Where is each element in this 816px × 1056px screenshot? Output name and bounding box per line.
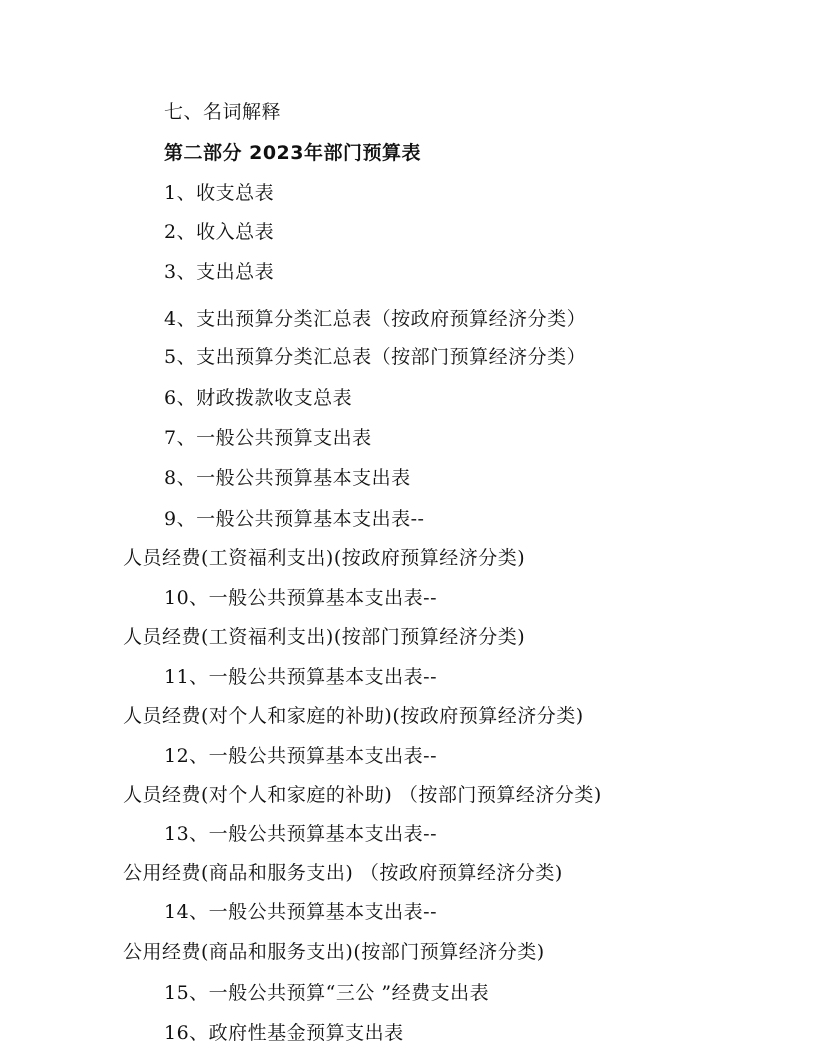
- list-item: 1、收支总表: [164, 182, 275, 204]
- list-item: 15、一般公共预算“三公 ”经费支出表: [164, 982, 490, 1004]
- list-item: 12、一般公共预算基本支出表--: [164, 745, 438, 767]
- section-heading-seven: 七、名词解释: [164, 101, 282, 123]
- list-item: 10、一般公共预算基本支出表--: [164, 587, 438, 609]
- list-item-continuation: 公用经费(商品和服务支出)(按部门预算经济分类): [123, 941, 545, 963]
- list-item: 13、一般公共预算基本支出表--: [164, 823, 438, 845]
- list-item-continuation: 人员经费(工资福利支出)(按部门预算经济分类): [123, 626, 526, 648]
- list-item: 16、政府性基金预算支出表: [164, 1022, 404, 1044]
- list-item: 4、支出预算分类汇总表（按政府预算经济分类）: [164, 308, 587, 330]
- part-two-title: 第二部分 2023年部门预算表: [164, 142, 421, 164]
- list-item-continuation: 人员经费(对个人和家庭的补助) （按部门预算经济分类): [123, 784, 602, 806]
- list-item-continuation: 人员经费(工资福利支出)(按政府预算经济分类): [123, 547, 526, 569]
- list-item: 5、支出预算分类汇总表（按部门预算经济分类）: [164, 346, 587, 368]
- list-item: 14、一般公共预算基本支出表--: [164, 901, 438, 923]
- list-item: 7、一般公共预算支出表: [164, 427, 372, 449]
- list-item: 11、一般公共预算基本支出表--: [164, 666, 438, 688]
- list-item: 3、支出总表: [164, 261, 275, 283]
- list-item: 2、收入总表: [164, 221, 275, 243]
- list-item: 9、一般公共预算基本支出表--: [164, 508, 425, 530]
- list-item: 8、一般公共预算基本支出表: [164, 467, 411, 489]
- list-item-continuation: 公用经费(商品和服务支出) （按政府预算经济分类): [123, 862, 563, 884]
- list-item-continuation: 人员经费(对个人和家庭的补助)(按政府预算经济分类): [123, 705, 584, 727]
- list-item: 6、财政拨款收支总表: [164, 387, 353, 409]
